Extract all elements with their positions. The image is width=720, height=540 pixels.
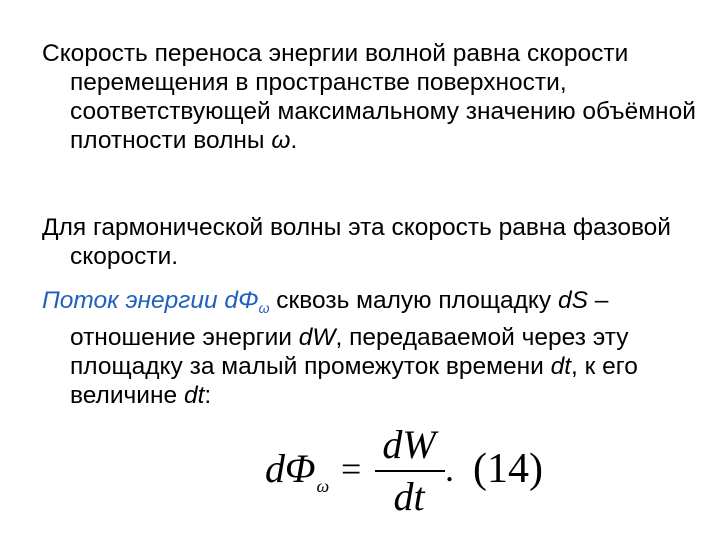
dw-symbol: dW — [298, 324, 336, 351]
paragraph-energy-flux — [42, 286, 710, 410]
paragraph-3-part-c: , передаваемой через эту площадку за малый промежуток времени — [70, 324, 629, 380]
phi-symbol: Φ — [238, 287, 259, 314]
formula-dot: . — [445, 449, 454, 489]
paragraph-3-end: : — [204, 382, 212, 409]
paragraph-1-end: . — [290, 127, 298, 154]
paragraph-1-text: Скорость переноса энергии волной равна скорости перемещения в пространстве поверхности, соответствующей максимальному значению объёмной плотности волны — [42, 40, 696, 154]
paragraph-2-text: Для гармонической волны эта скорость равна фазовой скорости. — [42, 214, 671, 270]
dt-symbol: dt — [550, 353, 572, 380]
formula-fraction-bar — [375, 470, 445, 472]
paragraph-3-part-b: – отношение энергии — [70, 287, 609, 351]
formula-lhs-subscript: ω — [316, 476, 330, 496]
omega-symbol: ω — [271, 127, 291, 154]
formula-number: (14) — [473, 446, 543, 492]
energy-flux-label: Поток энергии d — [42, 287, 239, 314]
formula-lhs-text: dΦ — [265, 446, 316, 491]
dt-symbol-2: dt — [183, 382, 205, 409]
formula-equals: = — [341, 449, 362, 489]
formula-denominator: dt — [393, 474, 425, 519]
paragraph-energy-velocity — [42, 39, 710, 155]
ds-symbol: dS — [557, 287, 588, 314]
formula-numerator: dW — [382, 422, 436, 467]
formula-14 — [265, 423, 565, 523]
paragraph-3-part-a: сквозь малую площадку — [269, 287, 558, 314]
paragraph-harmonic-wave — [42, 213, 710, 271]
energy-flux-term — [42, 287, 269, 314]
formula-lhs — [265, 447, 329, 498]
phi-subscript: ω — [258, 300, 270, 316]
paragraph-3-part-d: , к его величине — [70, 353, 638, 409]
